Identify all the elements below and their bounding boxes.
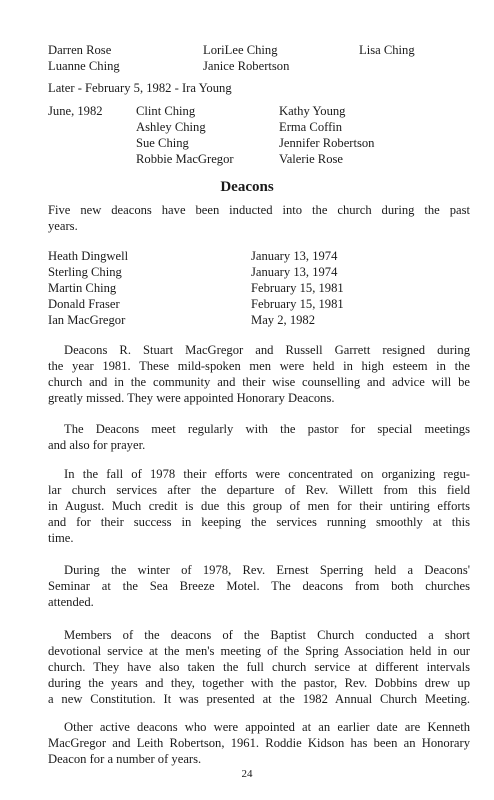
deacon-name: Ian MacGregor bbox=[48, 313, 126, 327]
paragraph-seminar bbox=[48, 562, 470, 610]
text-line: the year 1981. These mild-spoken men were held in high esteem in the bbox=[48, 359, 470, 373]
text-line: a new Constitution. It was presented at the 1982 Annual Church Meeting. bbox=[48, 692, 470, 706]
deacon-name: Sterling Ching bbox=[48, 265, 122, 279]
text-line: Deacon for a number of years. bbox=[48, 752, 202, 766]
page-number: 24 bbox=[241, 768, 253, 780]
text-line: church. They have also taken the full church service at different intervals bbox=[48, 660, 470, 674]
intro-line: Five new deacons have been inducted into the church during the past bbox=[48, 203, 470, 217]
deacon-name: Heath Dingwell bbox=[48, 249, 129, 263]
june-name: Kathy Young bbox=[279, 104, 346, 118]
name-janice-robertson: Janice Robertson bbox=[203, 59, 290, 73]
june-name: Erma Coffin bbox=[279, 120, 343, 134]
june-name: Robbie MacGregor bbox=[136, 152, 234, 166]
later-addition: Later - February 5, 1982 - Ira Young bbox=[48, 81, 232, 95]
text-line: in August. Much credit is due this group of men for their untiring efforts bbox=[48, 499, 470, 513]
deacon-date: May 2, 1982 bbox=[251, 313, 316, 327]
paragraph-meetings bbox=[48, 421, 470, 453]
june-name: Ashley Ching bbox=[136, 120, 206, 134]
text-line: In the fall of 1978 their efforts were concentrated on organizing regu- bbox=[64, 467, 470, 481]
paragraph-other-deacons bbox=[48, 719, 470, 767]
text-line: lar church services after the departure of Rev. Willett from this field bbox=[48, 483, 470, 497]
text-line: greatly missed. They were appointed Honorary Deacons. bbox=[48, 391, 335, 405]
june-date: June, 1982 bbox=[48, 104, 103, 118]
deacon-name: Donald Fraser bbox=[48, 297, 120, 311]
text-line: MacGregor and Leith Robertson, 1961. Roddie Kidson has been an Honorary bbox=[48, 736, 470, 750]
section-heading-deacons: Deacons bbox=[220, 179, 274, 195]
name-luanne-ching: Luanne Ching bbox=[48, 59, 120, 73]
june-name: Clint Ching bbox=[136, 104, 196, 118]
text-line: and for their success in keeping the services running smoothly at this bbox=[48, 515, 470, 529]
text-line: church and in the community and their wise counselling and advice will be bbox=[48, 375, 470, 389]
june-name: Valerie Rose bbox=[279, 152, 343, 166]
text-line: During the winter of 1978, Rev. Ernest Sperring held a Deacons' bbox=[64, 563, 470, 577]
deacons-intro bbox=[48, 202, 470, 234]
intro-line: years. bbox=[48, 219, 78, 233]
text-line: devotional service at the men's meeting of the Spring Association held in our bbox=[48, 644, 470, 658]
deacon-date: January 13, 1974 bbox=[251, 249, 338, 263]
text-line: time. bbox=[48, 531, 74, 545]
deacon-date: February 15, 1981 bbox=[251, 297, 344, 311]
paragraph-fall-1978 bbox=[48, 466, 470, 546]
text-line: The Deacons meet regularly with the pastor for special meetings bbox=[64, 422, 470, 436]
text-line: Seminar at the Sea Breeze Motel. The deacons from both churches bbox=[48, 579, 470, 593]
name-lisa-ching: Lisa Ching bbox=[359, 43, 415, 57]
name-lorilee-ching: LoriLee Ching bbox=[203, 43, 278, 57]
deacon-name: Martin Ching bbox=[48, 281, 117, 295]
paragraph-resignations bbox=[48, 342, 470, 406]
text-line: during the years and they, together with the pastor, Rev. Dobbins drew up bbox=[48, 676, 470, 690]
name-darren-rose: Darren Rose bbox=[48, 43, 112, 57]
june-name: Jennifer Robertson bbox=[279, 136, 375, 150]
text-line: and also for prayer. bbox=[48, 438, 146, 452]
paragraph-baptist-service bbox=[48, 627, 470, 707]
text-line: attended. bbox=[48, 595, 94, 609]
june-name: Sue Ching bbox=[136, 136, 189, 150]
text-line: Members of the deacons of the Baptist Church conducted a short bbox=[64, 628, 470, 642]
text-line: Deacons R. Stuart MacGregor and Russell Garrett resigned during bbox=[64, 343, 470, 357]
deacon-date: January 13, 1974 bbox=[251, 265, 338, 279]
deacon-date: February 15, 1981 bbox=[251, 281, 344, 295]
text-line: Other active deacons who were appointed at an earlier date are Kenneth bbox=[64, 720, 470, 734]
